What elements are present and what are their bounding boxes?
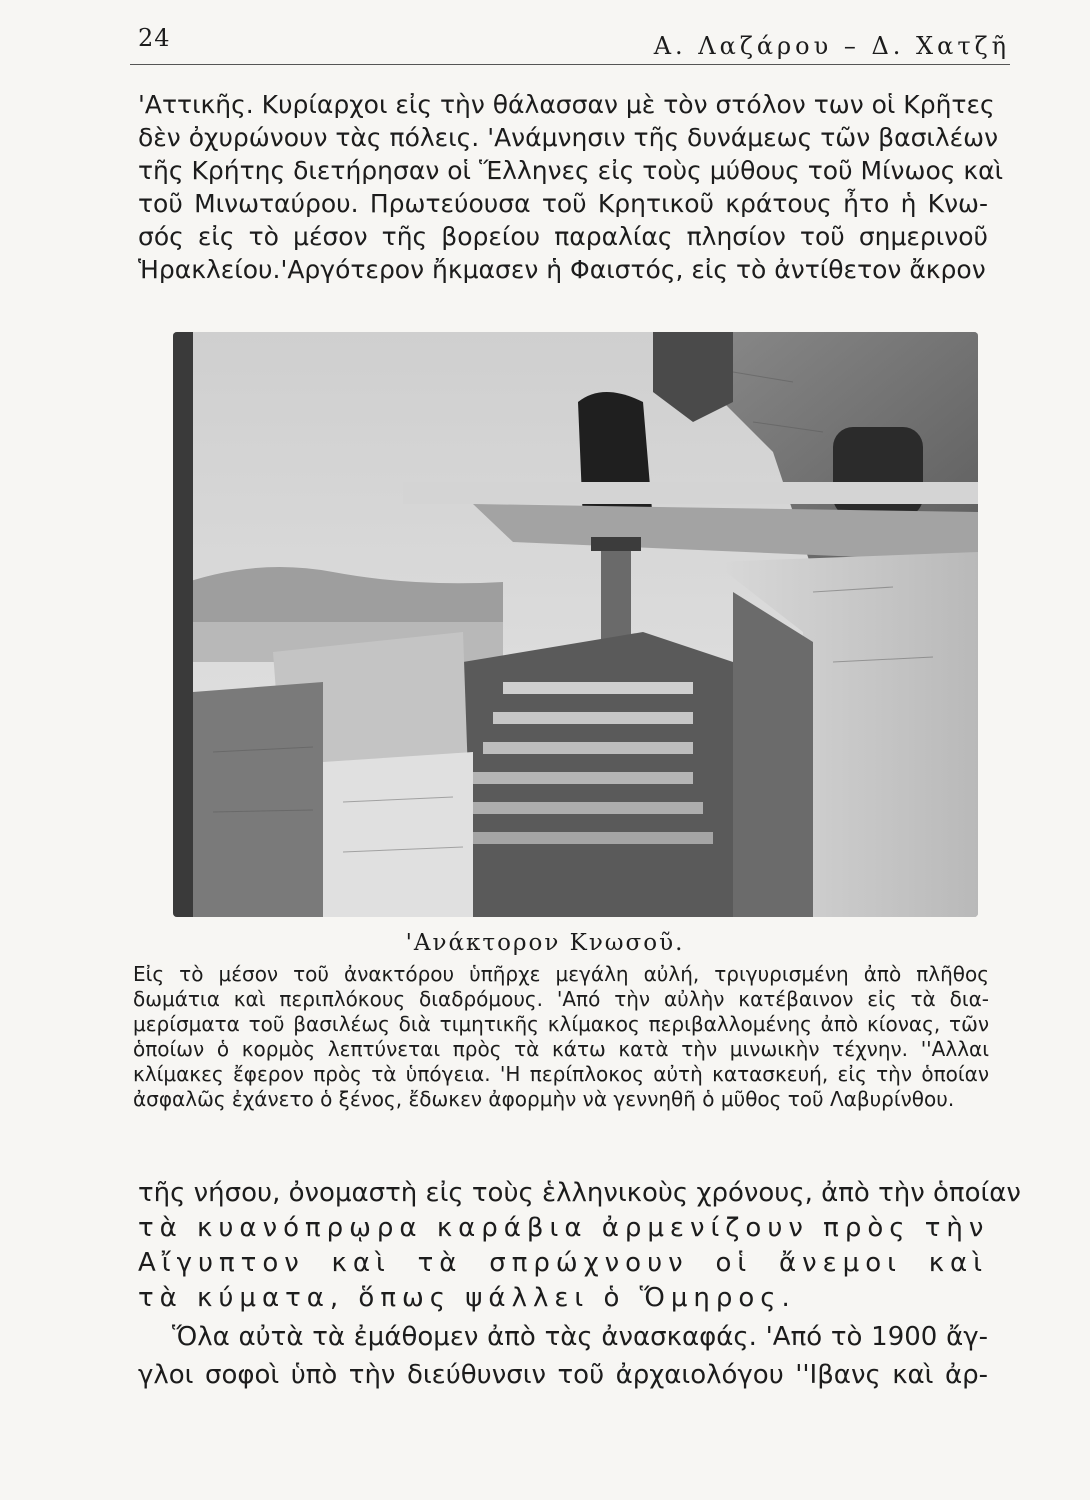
page-number: 24 [138,24,171,52]
text-line: τοῦ Μινωταύρου. Πρωτεύουσα τοῦ Κρητικοῦ κράτους ἦτο ἡ Κνω- [138,189,988,218]
roof-beam [403,482,978,504]
caption-line: μερίσματα τοῦ βασιλέως διὰ τιμητικῆς κλίμακος περιβαλλομένης ἀπὸ κίονας, τῶν [133,1012,989,1036]
caption-line: κλίμακες ἔφερον πρὸς τὰ ὑπόγεια. 'Η περίπλοκος αὐτὴ κατασκευή, εἰς τὴν ὁποίαν [133,1062,989,1086]
caption-text [133,962,989,1112]
bottom-paragraph [138,1176,1021,1316]
foreground-block [193,682,323,917]
photo-illustration [173,332,978,917]
text-line: Αἴγυπτον καὶ τὰ σπρώχνουν οἱ ἄνεμοι καὶ [138,1248,988,1278]
last-paragraph [138,1318,988,1394]
text-line: τῆς Κρήτης διετήρησαν οἱ Ἕλληνες εἰς τοὺς μύθους τοῦ Μίνωος καὶ [138,156,1004,185]
staircase [463,632,733,917]
caption-line: ὁποίων ὁ κορμὸς λεπτύνεται πρὸς τὰ κάτω κατὰ τὴν μινωικὴν τέχνην. ''Αλλαι [133,1037,989,1061]
text-line: τῆς νήσου, ὀνομαστὴ εἰς τοὺς ἑλληνικοὺς χρόνους, ἀπὸ τὴν ὁποίαν [138,1178,1021,1208]
text-line: Ὅλα αὐτὰ τὰ ἐμάθομεν ἀπὸ τὰς ἀνασκαφάς. 'Από τὸ 1900 ἄγ- [172,1322,988,1352]
knossos-palace-photo [173,332,978,917]
photo-edge [173,332,193,917]
text-line: σός εἰς τὸ μέσον τῆς βορείου παραλίας πλησίον τοῦ σημερινοῦ [138,222,988,251]
running-head: Α. Λαζάρου – Δ. Χατζῆ [653,32,1010,60]
text-line: τὰ κυανόπρῳρα καράβια ἀρμενίζουν πρὸς τὴν [138,1213,990,1243]
page-header [130,18,1010,65]
text-line: δὲν ὀχυρώνουν τὰς πόλεις. 'Ανάμνησιν τῆς δυνάμεως τῶν βασιλέων [138,123,999,152]
caption-title: 'Ανάκτορον Κνωσοῦ. [405,930,685,956]
text-line: τὰ κύματα, ὅπως ψάλλει ὁ Ὅμηρος. [138,1283,796,1313]
text-line: γλοι σοφοὶ ὑπὸ τὴν διεύθυνσιν τοῦ ἀρχαιολόγου ''Ιβανς καὶ ἀρ- [138,1360,988,1390]
text-line: Ἡρακλείου.'Αργότερον ἤκμασεν ἡ Φαιστός, εἰς τὸ ἀντίθετον ἄκρον [138,255,986,284]
caption-line: ἀσφαλῶς ἐχάνετο ὁ ξένος, ἔδωκεν ἀφορμὴν νὰ γεννηθῆ ὁ μῦθος τοῦ Λαβυρίνθου. [133,1087,955,1111]
column-capital [591,537,641,551]
wall-shadow [733,592,813,917]
top-paragraph [138,88,1004,286]
caption-line: Εἰς τὸ μέσον τοῦ ἀνακτόρου ὑπῆρχε μεγάλη αὐλή, τριγυρισμένη ἀπὸ πλῆθος [133,962,989,986]
text-line: 'Αττικῆς. Κυρίαρχοι εἰς τὴν θάλασσαν μὲ τὸν στόλον των οἱ Κρῆτες [138,90,995,119]
caption-line: δωμάτια καὶ περιπλόκους διαδρόμους. 'Από τὴν αὐλὴν κατέβαινον εἰς τὰ δια- [133,987,989,1011]
lit-ledge [323,752,473,917]
